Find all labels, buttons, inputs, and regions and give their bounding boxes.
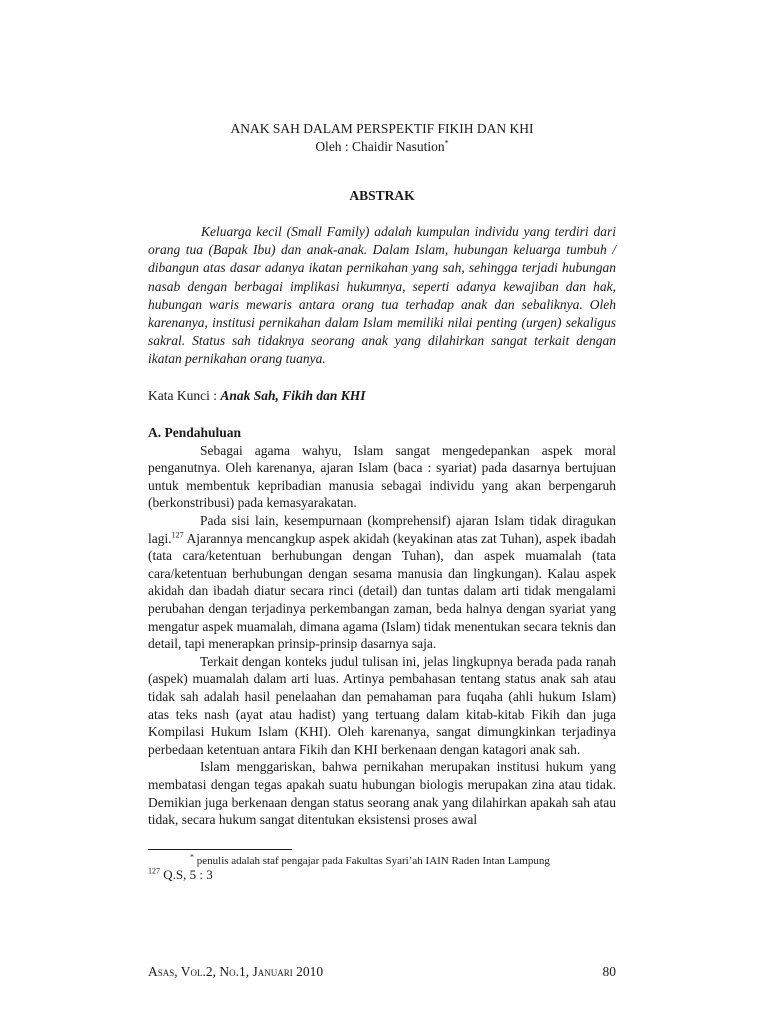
keywords-value: Anak Sah, Fikih dan KHI	[220, 387, 366, 403]
author-footnote-mark: *	[444, 138, 449, 148]
section-heading: A. Pendahuluan	[148, 424, 242, 440]
paragraph-1: Sebagai agama wahyu, Islam sangat mengedepankan aspek moral penganutnya. Oleh karenanya, ajaran Islam (baca : syariat) pada dasarnya bertujuan untuk membentuk kepribadian manusia sebagai individu yang akan berpengaruh (berkonstribusi) pada kemasyarakatan.	[148, 442, 616, 511]
footnote-127-text: Q.S, 5 : 3	[160, 867, 213, 882]
paragraph-2-part-a: Pada sisi lain, kesempurnaan (komprehensif) ajaran Islam tidak diragukan lagi.	[148, 513, 616, 546]
footnote-author-mark: *	[190, 852, 194, 862]
footnote-author	[148, 854, 616, 868]
paragraph-2-part-b: Ajarannya mencangkup aspek akidah (keyakinan atas zat Tuhan), aspek ibadah (tata cara/ketentuan berhubungan dengan Tuhan), dan aspek muamalah (tata cara/ketentuan berhubungan dengan sesama manusia dan lingkungan). Kalau aspek akidah dan ibadah diatur secara rinci (detail) dan tuntas dalam arti tidak mengalami perubahan dengan terjadinya perkembangan zaman, beda halnya dengan syariat yang mengatur aspek muamalah, dimana agama (Islam) tidak menentukan secara teknis dan detail, tapi menerapkan prinsip-prinsip dasarnya saja.	[148, 530, 616, 652]
footnote-author-text: penulis adalah staf pengajar pada Fakultas Syari’ah IAIN Raden Intan Lampung	[194, 855, 550, 867]
footnote-127-mark: 127	[148, 866, 160, 876]
keywords-line	[148, 387, 616, 405]
paragraph-2	[148, 512, 616, 653]
paragraph-3: Terkait dengan konteks judul tulisan ini, jelas lingkupnya berada pada ranah (aspek) muamalah dalam arti luas. Artinya pembahasan tentang status anak sah atau tidak sah adalah hasil penelaahan dan pemahaman para fuqaha (ahli hukum Islam) atas teks nash (ayat atau hadist) yang tertuang dalam kitab-kitab Fikih dan juga Kompilasi Hukum Islam (KHI). Oleh karenanya, sangat dimungkinkan terjadinya perbedaan ketentuan antara Fikih dan KHI berkenaan dengan katagori anak sah.	[148, 653, 616, 757]
abstract-heading: ABSTRAK	[349, 188, 415, 203]
footnote-divider	[148, 849, 292, 850]
paragraph-4: Islam menggariskan, bahwa pernikahan merupakan institusi hukum yang membatasi dengan tegas apakah suatu hubungan biologis merupakan zina atau tidak. Demikian juga berkenaan dengan status seorang anak yang dilahirkan apakah sah atau tidak, secara hukum sangat ditentukan eksistensi proses awal	[148, 759, 616, 828]
running-footer	[148, 963, 616, 981]
article-title: ANAK SAH DALAM PERSPEKTIF FIKIH DAN KHI	[230, 121, 534, 136]
page-number: 80	[602, 964, 616, 979]
article-body	[148, 120, 616, 829]
keywords-label: Kata Kunci :	[148, 387, 221, 403]
author-name: Oleh : Chaidir Nasution	[315, 139, 445, 154]
journal-citation: Asas, Vol.2, No.1, Januari 2010	[148, 964, 324, 979]
article-author	[148, 138, 616, 156]
footnote-127	[148, 868, 616, 882]
footnote-ref-127: 127	[171, 530, 184, 540]
abstract-text: Keluarga kecil (Small Family) adalah kumpulan individu yang terdiri dari orang tua (Bapak Ibu) dan anak-anak. Dalam Islam, hubungan keluarga tumbuh / dibangun atas dasar adanya ikatan pernikahan yang sah, sehingga terjadi hubungan nasab dengan berbagai implikasi hukumnya, seperti adanya kewajiban dan hak, hubungan waris mewaris antara orang tua terhadap anak dan sebaliknya. Oleh karenanya, institusi pernikahan dalam Islam memiliki nilai penting (urgen) sekaligus sakral. Status sah tidaknya seorang anak yang dilahirkan sangat terkait dengan ikatan pernikahan orang tuanya.	[148, 224, 616, 367]
